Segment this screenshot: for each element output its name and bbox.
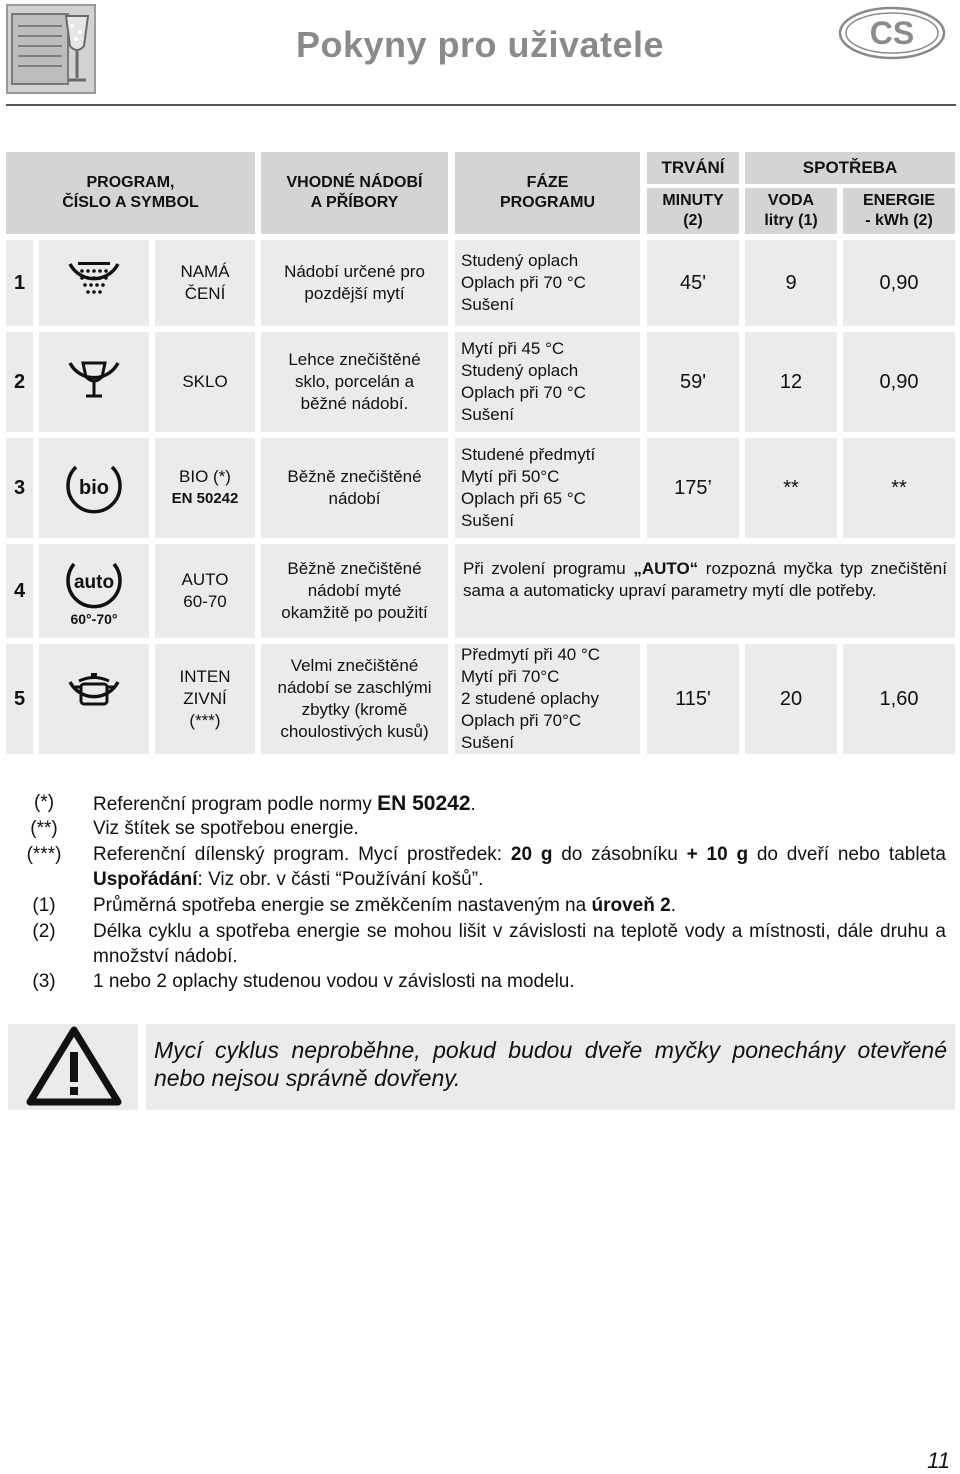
row-3-phases: Studené předmytí Mytí při 50°C Oplach při 65 °C Sušení — [455, 438, 640, 538]
row-3-dishes: Běžně znečištěné nádobí — [261, 438, 448, 538]
auto-icon-range: 60°-70° — [70, 611, 118, 626]
note-5-mark: (2) — [32, 921, 56, 942]
row-1-number: 1 — [6, 240, 33, 326]
row-3-number: 3 — [6, 438, 33, 538]
header-water: VODA litry (1) — [745, 188, 837, 234]
header-program: PROGRAM, ČÍSLO A SYMBOL — [6, 152, 255, 234]
row-4-program-name: AUTO 60-70 — [155, 544, 255, 638]
row-2-number: 2 — [6, 332, 33, 432]
row-1-energy: 0,90 — [843, 240, 955, 326]
row-4-dishes: Běžně znečištěné nádobí myté okamžitě po použití — [261, 544, 448, 638]
row-3-program-name: BIO (*) — [179, 467, 231, 486]
page-title: Pokyny pro uživatele — [295, 24, 665, 65]
note-6-part: 1 nebo 2 oplachy studenou vodou v závislosti na modelu. — [93, 971, 575, 992]
warning-icon-box — [8, 1024, 138, 1110]
note-3-part: do zásobníku — [552, 844, 687, 865]
row-5-minutes: 115' — [647, 644, 739, 754]
row-1-dishes: Nádobí určené pro pozdější mytí — [261, 240, 448, 326]
row-1-phases: Studený oplach Oplach při 70 °C Sušení — [455, 240, 640, 326]
row-5-water: 20 — [745, 644, 837, 754]
note-2-text — [93, 816, 946, 841]
note-3-part: do dveří nebo tableta — [748, 844, 946, 865]
row-2-minutes: 59' — [647, 332, 739, 432]
row-1-program-name: NAMÁ ČENÍ — [155, 240, 255, 326]
row-2-water: 12 — [745, 332, 837, 432]
page-number: 11 — [927, 1448, 950, 1473]
note-2-mark: (**) — [30, 818, 58, 839]
note-3-bold: + 10 g — [686, 844, 749, 865]
pot-icon — [39, 644, 149, 754]
note-4-part: . — [670, 895, 676, 916]
language-code: CS — [869, 15, 915, 51]
row-4-number: 4 — [6, 544, 33, 638]
row-5-number: 5 — [6, 644, 33, 754]
row-3-program-standard: EN 50242 — [171, 490, 239, 507]
bio-icon — [39, 438, 149, 538]
header-consumption: SPOTŘEBA — [745, 152, 955, 184]
note-6-text — [93, 969, 946, 994]
row-4-description — [455, 544, 955, 638]
row-5-energy: 1,60 — [843, 644, 955, 754]
note-4-part: Průměrná spotřeba energie se změkčením nastaveným na — [93, 895, 592, 916]
auto-icon — [39, 544, 149, 638]
row-5-phases: Předmytí při 40 °C Mytí při 70°C 2 studené oplachy Oplach při 70°C Sušení — [455, 644, 640, 754]
header-minutes: MINUTY (2) — [647, 188, 739, 234]
row-2-energy: 0,90 — [843, 332, 955, 432]
auto-icon-label: auto — [73, 572, 115, 593]
row-3-energy: ** — [843, 438, 955, 538]
row-3-minutes: 175’ — [647, 438, 739, 538]
row-1-water: 9 — [745, 240, 837, 326]
warning-text: Mycí cyklus neproběhne, pokud budou dveře myčky ponechány otevřené nebo nejsou správně dovřeny. — [146, 1024, 955, 1110]
note-3-part: : Viz obr. v části “Používání košů”. — [197, 869, 484, 890]
row-5-dishes: Velmi znečištěné nádobí se zaschlými zbytky (kromě choulostivých kusů) — [261, 644, 448, 754]
note-3-bold: Uspořádání — [93, 869, 198, 890]
header-duration: TRVÁNÍ — [647, 152, 739, 184]
note-6-mark: (3) — [32, 971, 56, 992]
bio-icon-label: bio — [79, 477, 109, 499]
row-2-program-name: SKLO — [155, 332, 255, 432]
note-3-text — [93, 842, 946, 892]
note-1-part: . — [470, 794, 476, 815]
row-3-water: ** — [745, 438, 837, 538]
note-3-bold: 20 g — [510, 844, 553, 865]
row-4-description-program: „AUTO“ — [633, 559, 699, 578]
row-4-description-end: rozpozná myčka typ znečištění sama a automaticky upraví parametry mytí dle potřeby. — [463, 559, 947, 600]
row-1-minutes: 45' — [647, 240, 739, 326]
note-1-mark: (*) — [33, 792, 55, 813]
note-1-bold: EN 50242 — [377, 792, 471, 815]
note-1-part: Referenční program podle normy — [93, 794, 378, 815]
note-5-text — [93, 919, 946, 969]
note-2-part: Viz štítek se spotřebou energie. — [93, 818, 359, 839]
note-4-bold: úroveň 2 — [591, 895, 671, 916]
row-5-program-name: INTEN ZIVNÍ (***) — [155, 644, 255, 754]
warning-triangle-icon — [8, 1024, 138, 1110]
shower-icon — [39, 240, 149, 326]
note-5-part: Délka cyklu a spotřeba energie se mohou lišit v závislosti na teplotě vody a místnosti, dále druhu a množství nádobí. — [93, 921, 946, 967]
row-4-description-start: Při zvolení programu — [463, 559, 634, 578]
header-phases: FÁZE PROGRAMU — [455, 152, 640, 234]
header-divider — [6, 104, 956, 106]
header-dishes: VHODNÉ NÁDOBÍ A PŘÍBORY — [261, 152, 448, 234]
note-1-text — [93, 791, 946, 817]
row-2-phases: Mytí při 45 °C Studený oplach Oplach při 70 °C Sušení — [455, 332, 640, 432]
row-3-program-cell — [155, 438, 255, 538]
note-4-text — [93, 893, 946, 918]
language-badge — [838, 6, 946, 60]
note-4-mark: (1) — [32, 895, 56, 916]
note-3-mark: (***) — [26, 844, 62, 865]
header-energy: ENERGIE - kWh (2) — [843, 188, 955, 234]
wine-glass-icon — [39, 332, 149, 432]
note-3-part: Referenční dílenský program. Mycí prostředek: — [93, 844, 511, 865]
row-2-dishes: Lehce znečištěné sklo, porcelán a běžné nádobí. — [261, 332, 448, 432]
